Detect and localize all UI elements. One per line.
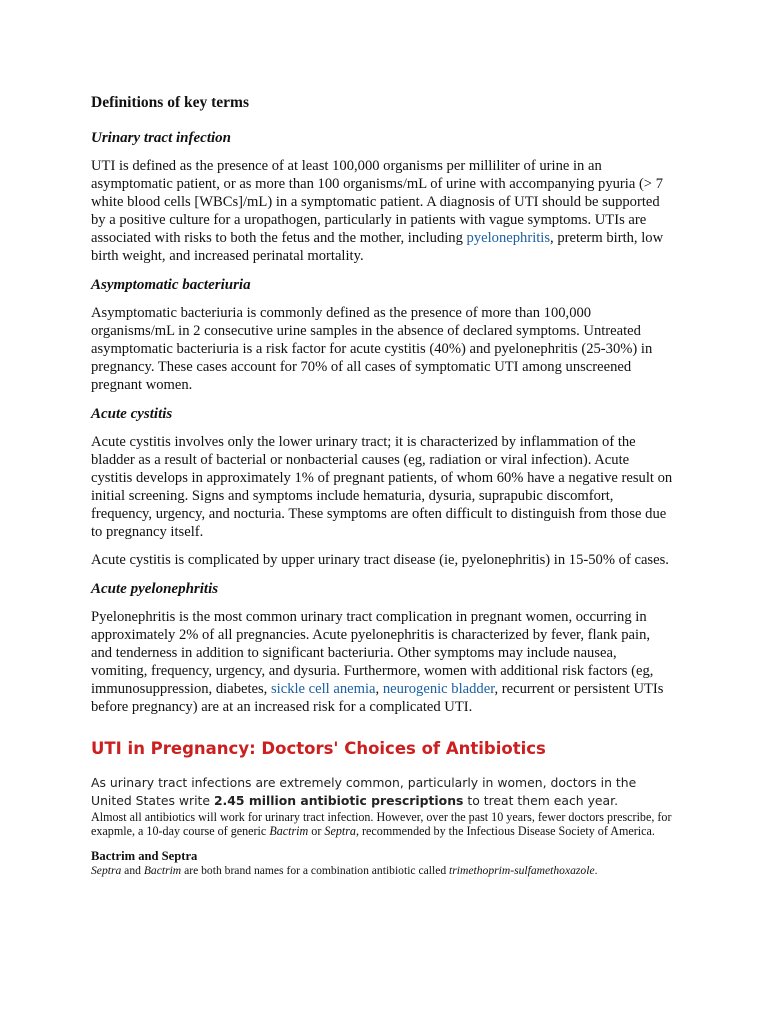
p2-before: Almost all antibiotics will work for urinary tract infection. However, over the past 10 years, fewer doctors prescribe, for exapmle, a 10-day course of generic <box>91 810 672 838</box>
p3-and: and <box>121 864 144 877</box>
cystitis-paragraph-1: Acute cystitis involves only the lower urinary tract; it is characterized by inflammation of the bladder as a result of bacterial or nonbacterial causes (eg, radiation or viral infection). Acute cystitis develops in approximately 1% of pregnant patients, of whom 60% have a negative result on initial screening. Signs and symptoms include hematuria, dysuria, suprapubic discomfort, frequency, urgency, and nocturia. These symptoms are often difficult to distinguish from those due to pregnancy itself. <box>91 434 673 540</box>
p3-generic-name: trimethoprim-sulfamethoxazole <box>449 864 595 877</box>
antibiotics-intro-before: As urinary tract infections are extremely common, particularly in women, doctors in the United States write <box>91 775 637 808</box>
sub-bactrim: Bactrim <box>91 849 136 863</box>
sickle-cell-anemia-link[interactable]: sickle cell anemia <box>270 681 376 697</box>
p2-drug-bactrim: Bactrim <box>269 824 309 838</box>
cystitis-heading: Acute cystitis <box>91 406 173 422</box>
asymptomatic-paragraph: Asymptomatic bacteriuria is commonly defined as the presence of more than 100,000 organisms/mL in 2 consecutive urine samples in the absence of declared symptoms. Untreated asymptomatic bacteriuria is a risk factor for acute cystitis (40%) and pyelonephritis (25-30%) in pregnancy. These cases account for 70% of all cases of symptomatic UTI among unscreened pregnant women. <box>91 305 653 393</box>
p2-mid: or <box>308 824 325 838</box>
asymptomatic-heading: Asymptomatic bacteriuria <box>91 277 251 293</box>
pyelonephritis-link[interactable]: pyelonephritis <box>466 230 551 246</box>
bactrim-septra-heading <box>91 849 673 864</box>
antibiotics-paragraph-3 <box>91 864 673 878</box>
antibiotics-intro-after: to treat them each year. <box>463 793 619 808</box>
pyelo-text-3: , recurrent or persistent UTIs before pregnancy) are at an increased risk for a complicated UTI. <box>91 681 664 715</box>
sub-and: and <box>135 849 162 863</box>
neurogenic-bladder-link[interactable]: neurogenic bladder <box>382 681 495 697</box>
sub-septra: Septra <box>161 849 198 863</box>
p3-end: . <box>594 864 598 877</box>
pyelo-text-1: Pyelonephritis is the most common urinary tract complication in pregnant women, occurring in approximately 2% of all pregnancies. Acute pyelonephritis is characterized by fever, flank pain, and tenderness in addition to significant bacteriuria. Other symptoms may include nausea, vomiting, frequency, urgency, and dysuria. Furthermore, women with additional risk factors (eg, immunosuppression, diabetes, <box>91 609 654 697</box>
antibiotics-paragraph-2 <box>91 810 673 838</box>
p3-bactrim: Bactrim <box>143 864 182 877</box>
p2-drug-septra: Septra <box>324 824 356 838</box>
uti-heading: Urinary tract infection <box>91 130 232 146</box>
antibiotics-intro <box>91 774 673 810</box>
pyelonephritis-heading: Acute pyelonephritis <box>91 581 219 597</box>
prescriptions-count: 2.45 million antibiotic prescriptions <box>213 793 464 808</box>
document-page <box>91 92 673 878</box>
pyelonephritis-paragraph <box>91 608 673 716</box>
cystitis-paragraph-2: Acute cystitis is complicated by upper urinary tract disease (ie, pyelonephritis) in 15-50% of cases. <box>91 552 669 568</box>
uti-text-before: UTI is defined as the presence of at least 100,000 organisms per milliliter of urine in an asymptomatic patient, or as more than 100 organisms/mL of urine with accompanying pyuria (> 7 white blood cells [WBCs]/mL) in a symptomatic patient. A diagnosis of UTI should be supported by a positive culture for a uropathogen, particularly in patients with vague symptoms. UTIs are associated with risks to both the fetus and the mother, including <box>91 158 663 246</box>
pyelo-text-2: , <box>375 681 383 697</box>
p2-after: , recommended by the Infectious Disease Society of America. <box>355 824 655 838</box>
section-title: Definitions of key terms <box>91 94 249 111</box>
p3-mid: are both brand names for a combination antibiotic called <box>181 864 450 877</box>
antibiotics-heading: UTI in Pregnancy: Doctors' Choices of Antibiotics <box>91 739 546 758</box>
uti-paragraph <box>91 157 673 265</box>
uti-text-after: , preterm birth, low birth weight, and increased perinatal mortality. <box>91 230 664 264</box>
p3-septra: Septra <box>91 864 122 877</box>
